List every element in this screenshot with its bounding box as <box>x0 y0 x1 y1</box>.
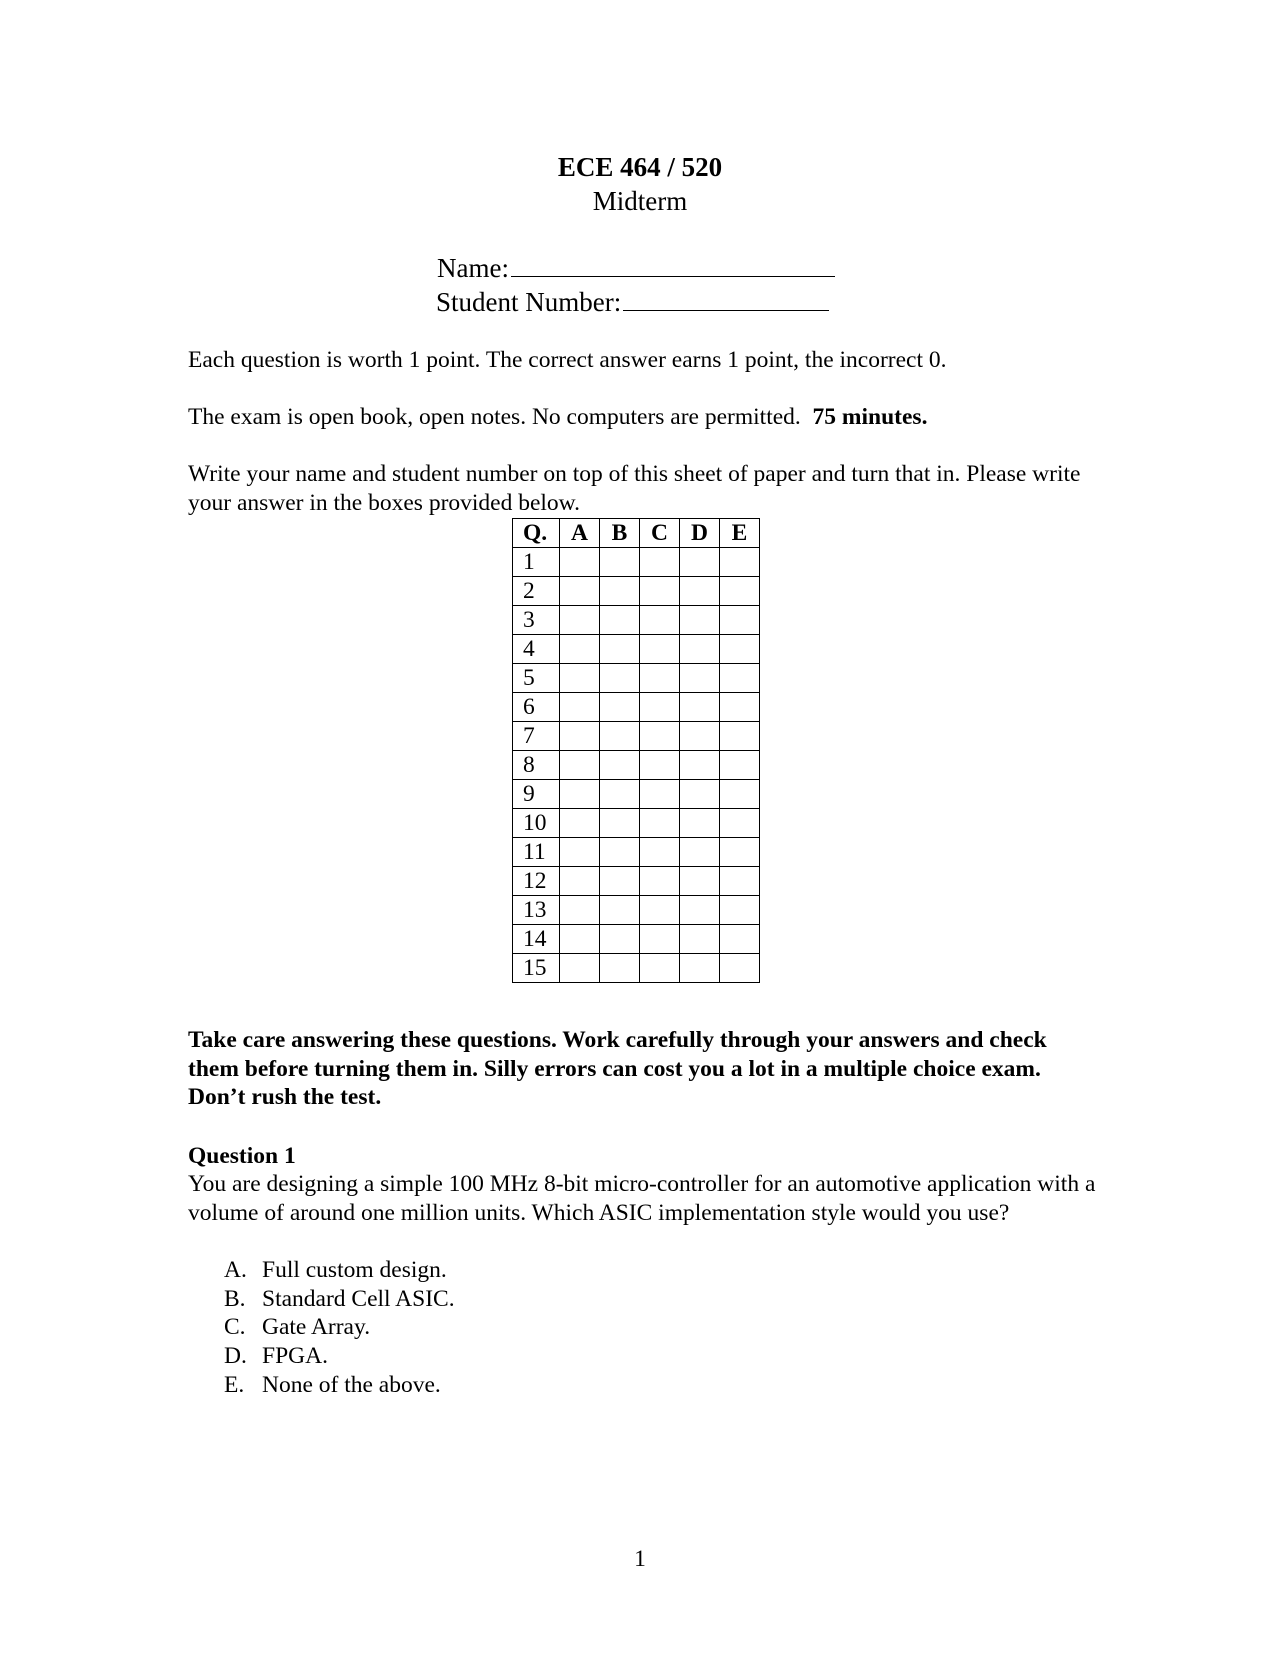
answer-box-c[interactable] <box>640 548 680 577</box>
answer-box-c[interactable] <box>640 635 680 664</box>
option-letter: B. <box>224 1285 246 1312</box>
answer-box-e[interactable] <box>720 780 760 809</box>
answer-box-c[interactable] <box>640 896 680 925</box>
option-text: Full custom design. <box>262 1257 447 1283</box>
answer-box-d[interactable] <box>680 838 720 867</box>
answer-box-e[interactable] <box>720 606 760 635</box>
answer-box-e[interactable] <box>720 722 760 751</box>
answer-box-e[interactable] <box>720 925 760 954</box>
answer-box-d[interactable] <box>680 751 720 780</box>
answer-box-b[interactable] <box>600 751 640 780</box>
answer-box-a[interactable] <box>560 896 600 925</box>
answer-box-c[interactable] <box>640 954 680 983</box>
question-1-text: You are designing a simple 100 MHz 8-bit micro-controller for an automotive application with a volume of around one million units. Which ASIC implementation style would you use? <box>188 1171 1096 1226</box>
option-letter: A. <box>224 1257 247 1283</box>
question-number-cell: 2 <box>513 577 560 606</box>
exam-rules-instruction <box>188 403 1108 432</box>
answer-option <box>224 1371 455 1400</box>
header-option-d: D <box>680 519 720 548</box>
answer-box-b[interactable] <box>600 664 640 693</box>
answer-option <box>224 1256 455 1285</box>
answer-box-c[interactable] <box>640 867 680 896</box>
question-number-cell: 11 <box>513 838 560 867</box>
answer-box-d[interactable] <box>680 664 720 693</box>
answer-box-e[interactable] <box>720 954 760 983</box>
exam-title: ECE 464 / 520 <box>557 152 723 182</box>
answer-box-a[interactable] <box>560 838 600 867</box>
answer-box-c[interactable] <box>640 925 680 954</box>
answer-option <box>224 1342 455 1371</box>
name-label: Name: <box>437 253 509 283</box>
answer-box-d[interactable] <box>680 606 720 635</box>
option-letter: C. <box>224 1314 246 1341</box>
answer-grid-row <box>513 751 760 780</box>
question-number-cell: 14 <box>513 925 560 954</box>
submission-instruction: Write your name and student number on top of this sheet of paper and turn that in. Please write your answer in the boxes provided below. <box>188 461 1081 516</box>
answer-box-d[interactable] <box>680 548 720 577</box>
question-1-options <box>224 1256 455 1400</box>
answer-box-a[interactable] <box>560 925 600 954</box>
answer-box-d[interactable] <box>680 867 720 896</box>
answer-box-a[interactable] <box>560 606 600 635</box>
answer-box-a[interactable] <box>560 577 600 606</box>
answer-box-c[interactable] <box>640 606 680 635</box>
answer-box-e[interactable] <box>720 838 760 867</box>
exam-subtitle: Midterm <box>592 186 688 216</box>
header-option-a: A <box>560 519 600 548</box>
header-question: Q. <box>513 519 560 548</box>
answer-box-b[interactable] <box>600 693 640 722</box>
answer-box-d[interactable] <box>680 722 720 751</box>
answer-box-d[interactable] <box>680 693 720 722</box>
answer-box-a[interactable] <box>560 751 600 780</box>
question-number-cell: 3 <box>513 606 560 635</box>
answer-box-c[interactable] <box>640 838 680 867</box>
student-number-field[interactable] <box>436 284 829 319</box>
answer-box-d[interactable] <box>680 780 720 809</box>
option-text: None of the above. <box>262 1371 441 1398</box>
answer-box-e[interactable] <box>720 896 760 925</box>
answer-grid-row <box>513 693 760 722</box>
answer-grid-row <box>513 635 760 664</box>
answer-box-d[interactable] <box>680 896 720 925</box>
answer-box-e[interactable] <box>720 664 760 693</box>
answer-box-b[interactable] <box>600 606 640 635</box>
header-option-b: B <box>600 519 640 548</box>
page-number: 1 <box>634 1546 646 1572</box>
answer-grid-row <box>513 548 760 577</box>
answer-box-c[interactable] <box>640 664 680 693</box>
question-number-cell: 4 <box>513 635 560 664</box>
header-option-c: C <box>640 519 680 548</box>
answer-box-b[interactable] <box>600 925 640 954</box>
answer-box-a[interactable] <box>560 954 600 983</box>
student-number-label: Student Number: <box>436 287 622 317</box>
answer-box-e[interactable] <box>720 751 760 780</box>
answer-grid-row <box>513 780 760 809</box>
name-field[interactable] <box>437 250 835 285</box>
question-number-cell: 10 <box>513 809 560 838</box>
question-number-cell: 12 <box>513 867 560 896</box>
question-number-cell: 15 <box>513 954 560 983</box>
answer-box-a[interactable] <box>560 809 600 838</box>
answer-box-e[interactable] <box>720 548 760 577</box>
answer-box-a[interactable] <box>560 722 600 751</box>
answer-box-d[interactable] <box>680 635 720 664</box>
answer-grid-row <box>513 664 760 693</box>
duration-text: 75 minutes. <box>812 404 928 430</box>
answer-option <box>224 1285 455 1314</box>
answer-option <box>224 1313 455 1342</box>
header-option-e: E <box>720 519 760 548</box>
answer-box-e[interactable] <box>720 635 760 664</box>
answer-box-b[interactable] <box>600 838 640 867</box>
points-instruction: Each question is worth 1 point. The correct answer earns 1 point, the incorrect 0. <box>188 347 947 373</box>
question-number-cell: 9 <box>513 780 560 809</box>
answer-box-d[interactable] <box>680 954 720 983</box>
answer-box-c[interactable] <box>640 809 680 838</box>
answer-box-b[interactable] <box>600 577 640 606</box>
answer-grid-row <box>513 925 760 954</box>
answer-box-c[interactable] <box>640 722 680 751</box>
answer-box-d[interactable] <box>680 925 720 954</box>
answer-grid <box>512 518 760 983</box>
answer-grid-row <box>513 896 760 925</box>
answer-box-b[interactable] <box>600 867 640 896</box>
answer-grid-row <box>513 606 760 635</box>
answer-grid-row <box>513 838 760 867</box>
student-number-blank-line[interactable] <box>623 284 829 311</box>
answer-box-c[interactable] <box>640 577 680 606</box>
answer-box-a[interactable] <box>560 664 600 693</box>
answer-box-e[interactable] <box>720 809 760 838</box>
question-1-heading: Question 1 <box>188 1143 296 1169</box>
answer-box-b[interactable] <box>600 548 640 577</box>
answer-box-c[interactable] <box>640 751 680 780</box>
question-number-cell: 7 <box>513 722 560 751</box>
answer-box-b[interactable] <box>600 722 640 751</box>
answer-box-e[interactable] <box>720 693 760 722</box>
question-number-cell: 8 <box>513 751 560 780</box>
answer-box-a[interactable] <box>560 548 600 577</box>
answer-box-d[interactable] <box>680 809 720 838</box>
answer-box-a[interactable] <box>560 635 600 664</box>
option-text: Gate Array. <box>262 1314 371 1341</box>
question-number-cell: 6 <box>513 693 560 722</box>
answer-box-e[interactable] <box>720 867 760 896</box>
answer-grid-row <box>513 809 760 838</box>
answer-grid-row <box>513 577 760 606</box>
answer-box-c[interactable] <box>640 693 680 722</box>
question-number-cell: 5 <box>513 664 560 693</box>
answer-box-a[interactable] <box>560 780 600 809</box>
answer-grid-row <box>513 867 760 896</box>
answer-box-a[interactable] <box>560 867 600 896</box>
answer-box-b[interactable] <box>600 780 640 809</box>
question-number-cell: 1 <box>513 548 560 577</box>
answer-grid-row <box>513 954 760 983</box>
answer-box-b[interactable] <box>600 954 640 983</box>
option-text: FPGA. <box>262 1343 328 1370</box>
option-letter: E. <box>224 1371 245 1398</box>
answer-grid-header-row <box>513 519 760 548</box>
question-number-cell: 13 <box>513 896 560 925</box>
answer-box-b[interactable] <box>600 896 640 925</box>
exam-rules-text: The exam is open book, open notes. No computers are permitted. <box>188 404 801 430</box>
answer-box-b[interactable] <box>600 635 640 664</box>
answer-box-d[interactable] <box>680 577 720 606</box>
answer-grid-row <box>513 722 760 751</box>
option-text: Standard Cell ASIC. <box>262 1285 455 1312</box>
warning-note: Take care answering these questions. Work carefully through your answers and check them before turning them in. Silly errors can cost you a lot in a multiple choice exam. Don’t rush the test. <box>188 1027 1047 1110</box>
option-letter: D. <box>224 1343 247 1370</box>
answer-box-a[interactable] <box>560 693 600 722</box>
answer-box-e[interactable] <box>720 577 760 606</box>
name-blank-line[interactable] <box>511 250 835 277</box>
answer-box-b[interactable] <box>600 809 640 838</box>
answer-box-c[interactable] <box>640 780 680 809</box>
